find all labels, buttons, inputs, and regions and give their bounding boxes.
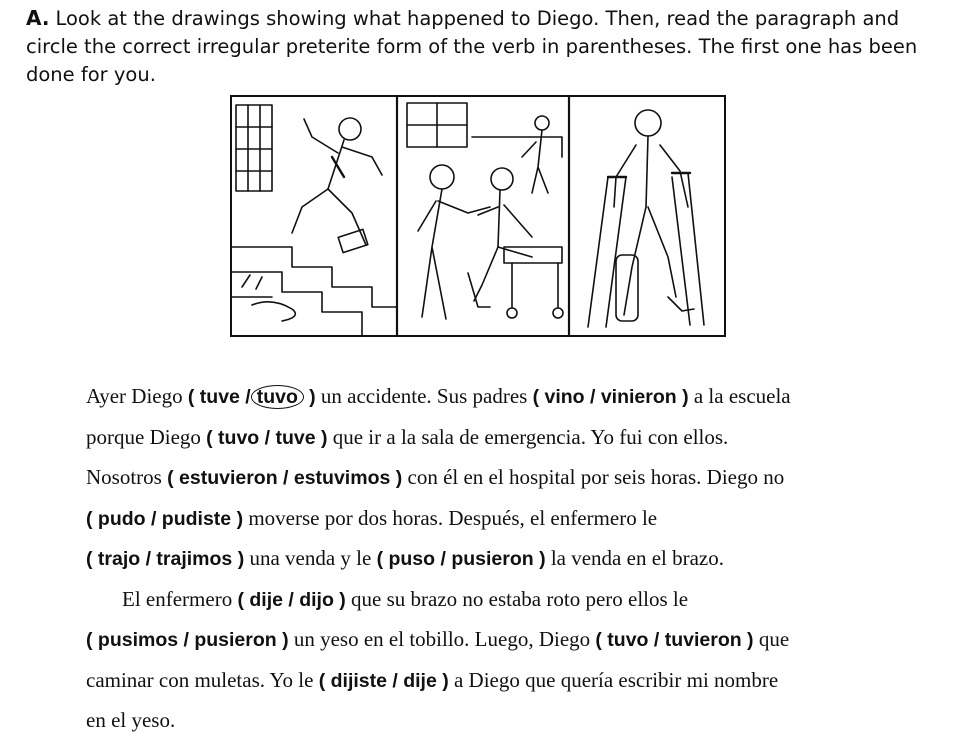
passage-line <box>86 619 936 660</box>
passage-text: una venda y le <box>244 546 377 570</box>
passage-line <box>86 538 936 579</box>
passage-line <box>86 376 936 417</box>
diego-accident-illustration <box>232 97 724 335</box>
passage-text: Nosotros <box>86 465 168 489</box>
passage-line <box>86 417 936 458</box>
passage-text: un accidente. Sus padres <box>315 384 533 408</box>
passage-text: con él en el hospital por seis horas. Diego no <box>402 465 785 489</box>
passage-text: en el yeso. <box>86 708 176 732</box>
panel-nurse-treating-arm <box>407 103 563 319</box>
passage-text: Ayer Diego <box>86 384 188 408</box>
verb-options[interactable]: ( tuvo / tuve ) <box>206 426 328 449</box>
verb-options[interactable]: ( dije / dijo ) <box>237 588 346 611</box>
verb-options[interactable]: ( pusimos / pusieron ) <box>86 629 289 651</box>
drawings-panel <box>230 95 726 337</box>
passage-line <box>86 660 936 701</box>
passage-text: porque Diego <box>86 424 207 449</box>
verb-options[interactable]: ( pudo / pudiste ) <box>86 507 244 530</box>
verb-options[interactable]: ( trajo / trajimos ) <box>86 548 245 570</box>
verb-options[interactable]: ( estuvieron / estuvimos ) <box>167 467 403 489</box>
passage-line <box>86 457 936 498</box>
verb-options[interactable]: ( puso / pusieron ) <box>376 548 546 570</box>
passage-text: a Diego que quería escribir mi nombre <box>448 667 779 692</box>
circled-answer[interactable]: tuvo <box>251 385 304 409</box>
verb-options[interactable]: ( tuvo / tuvieron ) <box>595 629 754 651</box>
instructions-text: Look at the drawings showing what happened to Diego. Then, read the paragraph and circle the correct irregular preterite form of the verb in parentheses. The first one has been done for you. <box>26 7 918 86</box>
passage-text: un yeso en el tobillo. Luego, Diego <box>288 627 596 651</box>
passage-text: que su brazo no estaba roto pero ellos le <box>345 586 689 611</box>
verb-options[interactable]: ( dijiste / dije ) <box>318 669 449 692</box>
passage-text: El enfermero <box>122 586 238 611</box>
passage-text: a la escuela <box>688 384 791 408</box>
panel-falling-down-stairs <box>232 105 397 335</box>
passage-line <box>86 498 936 539</box>
verb-options[interactable]: ( vino / vinieron ) <box>532 386 689 408</box>
verb-options[interactable]: ) <box>309 386 316 408</box>
passage <box>86 376 936 741</box>
passage-text: moverse por dos horas. Después, el enfermero le <box>243 505 658 530</box>
passage-line <box>86 700 936 741</box>
panel-diego-on-crutches <box>588 110 704 327</box>
passage-text: que ir a la sala de emergencia. Yo fui con ellos. <box>327 424 729 449</box>
passage-text: la venda en el brazo. <box>545 546 724 570</box>
instructions <box>26 4 936 89</box>
verb-options[interactable]: ( tuve / <box>187 386 251 408</box>
passage-text: que <box>753 627 790 651</box>
passage-text: caminar con muletas. Yo le <box>86 667 319 692</box>
passage-line <box>86 579 936 620</box>
exercise-letter: A. <box>26 6 50 30</box>
